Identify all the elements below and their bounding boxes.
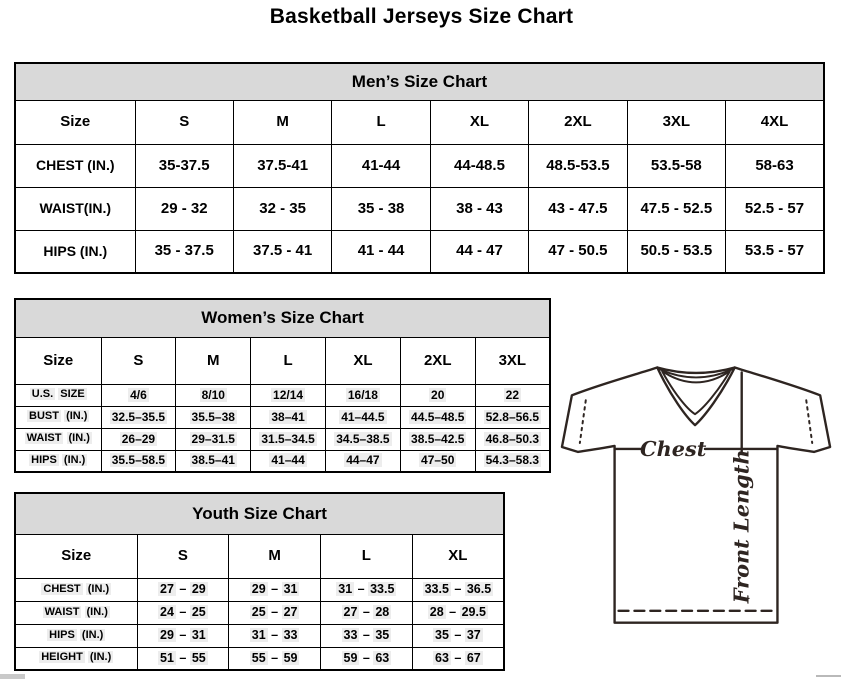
youth-size-chart-table <box>14 492 505 671</box>
highlighted-value: 33.5 <box>370 581 395 596</box>
size-cell <box>101 428 176 450</box>
table-row <box>15 230 824 273</box>
highlighted-value: 47–50 <box>421 453 455 468</box>
highlighted-value: 34.5–38.5 <box>336 431 390 446</box>
highlighted-value: 37 <box>466 627 481 642</box>
highlighted-value: 32.5–35.5 <box>111 409 166 424</box>
highlighted-value: (IN.) <box>89 651 112 664</box>
column-header: S <box>101 337 176 384</box>
womens-chart-title: Women’s Size Chart <box>15 299 550 337</box>
size-cell <box>101 384 176 406</box>
size-cell <box>475 384 550 406</box>
size-cell <box>325 384 400 406</box>
size-cell: 53.5 - 57 <box>726 230 824 273</box>
size-cell <box>325 450 400 472</box>
highlighted-value: 41–44.5 <box>341 409 385 424</box>
womens-size-chart-table <box>14 298 551 473</box>
row-label <box>15 601 137 624</box>
size-cell <box>400 384 475 406</box>
highlighted-value: 54.3–58.3 <box>485 453 540 468</box>
size-cell: 29 – 31 <box>137 624 229 647</box>
highlighted-value: 31.5–34.5 <box>261 431 315 446</box>
highlighted-value: 44–47 <box>346 453 380 468</box>
size-cell: 63 – 67 <box>412 647 504 670</box>
highlighted-value: 33.5 <box>424 581 449 596</box>
highlighted-value: WAIST <box>44 605 80 618</box>
highlighted-value: 67 <box>466 650 481 665</box>
highlighted-value: (IN.) <box>87 582 110 595</box>
size-cell: 52.5 - 57 <box>726 187 824 230</box>
highlighted-value: 41–44 <box>271 453 305 468</box>
highlighted-value: 33 <box>343 627 358 642</box>
highlighted-value: 29 <box>191 581 206 596</box>
size-cell: 41 - 44 <box>332 230 430 273</box>
size-cell: 44-48.5 <box>430 144 528 187</box>
highlighted-value: 63 <box>375 650 390 665</box>
highlighted-value: 59 <box>283 650 298 665</box>
column-header: 4XL <box>726 100 824 144</box>
highlighted-value: (IN.) <box>68 432 90 445</box>
highlighted-value: 26–29 <box>121 431 156 446</box>
column-header: M <box>229 534 321 578</box>
page-title: Basketball Jerseys Size Chart <box>269 5 574 28</box>
highlighted-value: 31 <box>338 581 353 596</box>
table-caption-row <box>15 63 824 100</box>
size-cell: 25 – 27 <box>229 601 321 624</box>
column-header: 2XL <box>529 100 627 144</box>
size-cell: 37.5 - 41 <box>233 230 331 273</box>
column-header: Size <box>15 534 137 578</box>
column-header: M <box>233 100 331 144</box>
highlighted-value: 27 <box>160 581 174 596</box>
size-cell: 41-44 <box>332 144 430 187</box>
row-label <box>15 578 137 601</box>
size-cell: 58-63 <box>726 144 824 187</box>
size-cell <box>176 450 251 472</box>
column-header: S <box>137 534 229 578</box>
highlighted-value: 22 <box>505 387 519 402</box>
size-cell <box>251 406 326 428</box>
size-cell: 24 – 25 <box>137 601 229 624</box>
highlighted-value: (IN.) <box>81 628 104 641</box>
highlighted-value: 25 <box>251 604 266 619</box>
size-cell <box>325 428 400 450</box>
highlighted-value: WAIST <box>26 432 62 445</box>
highlighted-value: 12/14 <box>273 387 304 402</box>
highlighted-value: 63 <box>435 650 449 665</box>
size-header-row <box>15 337 550 384</box>
highlighted-value: SIZE <box>60 388 85 401</box>
highlighted-value: 24 <box>160 604 174 619</box>
highlighted-value: 28 <box>429 604 444 619</box>
table-row <box>15 144 824 187</box>
size-cell <box>101 450 176 472</box>
size-cell <box>176 428 251 450</box>
scrollbar-fragment-right[interactable] <box>816 675 841 677</box>
highlighted-value: 4/6 <box>130 387 147 402</box>
highlighted-value: 29 <box>251 581 266 596</box>
size-cell: 29 - 32 <box>135 187 233 230</box>
highlighted-value: HIPS <box>49 628 75 641</box>
highlighted-value: (IN.) <box>63 453 86 466</box>
highlighted-value: 38–41 <box>271 409 305 424</box>
size-cell <box>400 450 475 472</box>
size-cell <box>475 406 550 428</box>
size-header-row <box>15 100 824 144</box>
size-cell <box>101 406 176 428</box>
size-cell: 35 - 38 <box>332 187 430 230</box>
table-row <box>15 187 824 230</box>
highlighted-value: 55 <box>191 650 206 665</box>
highlighted-value: (IN.) <box>86 605 108 618</box>
highlighted-value: 20 <box>431 387 445 402</box>
jersey-outline-shape <box>562 368 830 623</box>
column-header: L <box>332 100 430 144</box>
highlighted-value: BUST <box>29 410 59 423</box>
size-cell: 44 - 47 <box>430 230 528 273</box>
highlighted-value: 38.5–41 <box>191 453 235 468</box>
highlighted-value: 31 <box>251 627 266 642</box>
size-cell: 27 – 28 <box>321 601 413 624</box>
highlighted-value: 27 <box>343 604 358 619</box>
size-cell: 38 - 43 <box>430 187 528 230</box>
size-cell: 51 – 55 <box>137 647 229 670</box>
highlighted-value: 33 <box>283 627 298 642</box>
column-header: XL <box>430 100 528 144</box>
highlighted-value: 55 <box>251 650 266 665</box>
table-caption-row <box>15 493 504 534</box>
size-header-row <box>15 534 504 578</box>
size-cell: 31 – 33 <box>229 624 321 647</box>
size-cell <box>475 450 550 472</box>
size-cell: 35-37.5 <box>135 144 233 187</box>
column-header: Size <box>15 100 135 144</box>
column-header: 2XL <box>400 337 475 384</box>
size-cell: 35 - 37.5 <box>135 230 233 273</box>
row-label <box>15 624 137 647</box>
highlighted-value: 59 <box>343 650 358 665</box>
table-row <box>15 578 504 601</box>
row-label: HIPS (IN.) <box>15 230 135 273</box>
highlighted-value: HEIGHT <box>41 651 83 664</box>
size-cell: 31 – 33.5 <box>321 578 413 601</box>
row-label <box>15 450 101 472</box>
size-cell: 27 – 29 <box>137 578 229 601</box>
size-cell: 43 - 47.5 <box>529 187 627 230</box>
highlighted-value: 36.5 <box>466 581 492 596</box>
highlighted-value: 29–31.5 <box>191 431 235 446</box>
highlighted-value: 29.5 <box>461 604 486 619</box>
row-label <box>15 406 101 428</box>
column-header: L <box>251 337 326 384</box>
highlighted-value: 52.8–56.5 <box>485 409 540 424</box>
highlighted-value: 16/18 <box>347 387 378 402</box>
column-header: XL <box>325 337 400 384</box>
table-row <box>15 601 504 624</box>
size-cell: 29 – 31 <box>229 578 321 601</box>
size-cell <box>325 406 400 428</box>
highlighted-value: 35 <box>375 627 390 642</box>
size-cell: 50.5 - 53.5 <box>627 230 725 273</box>
highlighted-value: CHEST <box>43 582 81 595</box>
highlighted-value: 8/10 <box>201 387 225 402</box>
size-cell: 28 – 29.5 <box>412 601 504 624</box>
highlighted-value: 27 <box>283 604 298 619</box>
column-header: M <box>176 337 251 384</box>
highlighted-value: 38.5–42.5 <box>411 431 465 446</box>
size-cell <box>251 450 326 472</box>
row-label: CHEST (IN.) <box>15 144 135 187</box>
column-header: L <box>321 534 413 578</box>
highlighted-value: 35 <box>435 627 449 642</box>
youth-chart-title: Youth Size Chart <box>15 493 504 534</box>
column-header: XL <box>412 534 504 578</box>
highlighted-value: (IN.) <box>66 410 88 423</box>
size-cell <box>251 428 326 450</box>
size-cell: 33.5 – 36.5 <box>412 578 504 601</box>
size-cell: 48.5-53.5 <box>529 144 627 187</box>
size-cell: 59 – 63 <box>321 647 413 670</box>
table-caption-row <box>15 299 550 337</box>
highlighted-value: 35.5–38 <box>191 409 235 424</box>
row-label <box>15 428 101 450</box>
row-label: WAIST(IN.) <box>15 187 135 230</box>
column-header: 3XL <box>627 100 725 144</box>
size-cell: 47 - 50.5 <box>529 230 627 273</box>
highlighted-value: 28 <box>375 604 390 619</box>
size-cell <box>400 406 475 428</box>
front-length-label: Front Length <box>728 449 754 604</box>
table-row <box>15 624 504 647</box>
highlighted-value: 25 <box>191 604 206 619</box>
size-cell: 32 - 35 <box>233 187 331 230</box>
highlighted-value: 29 <box>160 627 174 642</box>
size-cell <box>176 406 251 428</box>
table-row <box>15 428 550 450</box>
scrollbar-fragment-left[interactable] <box>0 674 25 679</box>
size-cell: 47.5 - 52.5 <box>627 187 725 230</box>
highlighted-value: 31 <box>191 627 206 642</box>
size-cell <box>251 384 326 406</box>
column-header: S <box>135 100 233 144</box>
highlighted-value: U.S. <box>31 388 54 401</box>
column-header: Size <box>15 337 101 384</box>
column-header: 3XL <box>475 337 550 384</box>
size-cell <box>475 428 550 450</box>
size-cell: 55 – 59 <box>229 647 321 670</box>
size-cell: 35 – 37 <box>412 624 504 647</box>
highlighted-value: 46.8–50.3 <box>485 431 540 446</box>
size-cell: 53.5-58 <box>627 144 725 187</box>
table-row <box>15 647 504 670</box>
row-label <box>15 384 101 406</box>
mens-chart-title: Men’s Size Chart <box>15 63 824 100</box>
table-row <box>15 450 550 472</box>
jersey-measurement-diagram <box>555 360 843 665</box>
row-label <box>15 647 137 670</box>
size-cell: 33 – 35 <box>321 624 413 647</box>
size-cell: 37.5-41 <box>233 144 331 187</box>
highlighted-value: 31 <box>283 581 298 596</box>
highlighted-value: HIPS <box>31 453 57 466</box>
size-cell <box>400 428 475 450</box>
chest-label: Chest <box>639 435 707 461</box>
highlighted-value: 35.5–58.5 <box>111 453 166 468</box>
size-cell <box>176 384 251 406</box>
highlighted-value: 44.5–48.5 <box>411 409 465 424</box>
table-row <box>15 406 550 428</box>
table-row <box>15 384 550 406</box>
mens-size-chart-table <box>14 62 825 274</box>
highlighted-value: 51 <box>160 650 174 665</box>
